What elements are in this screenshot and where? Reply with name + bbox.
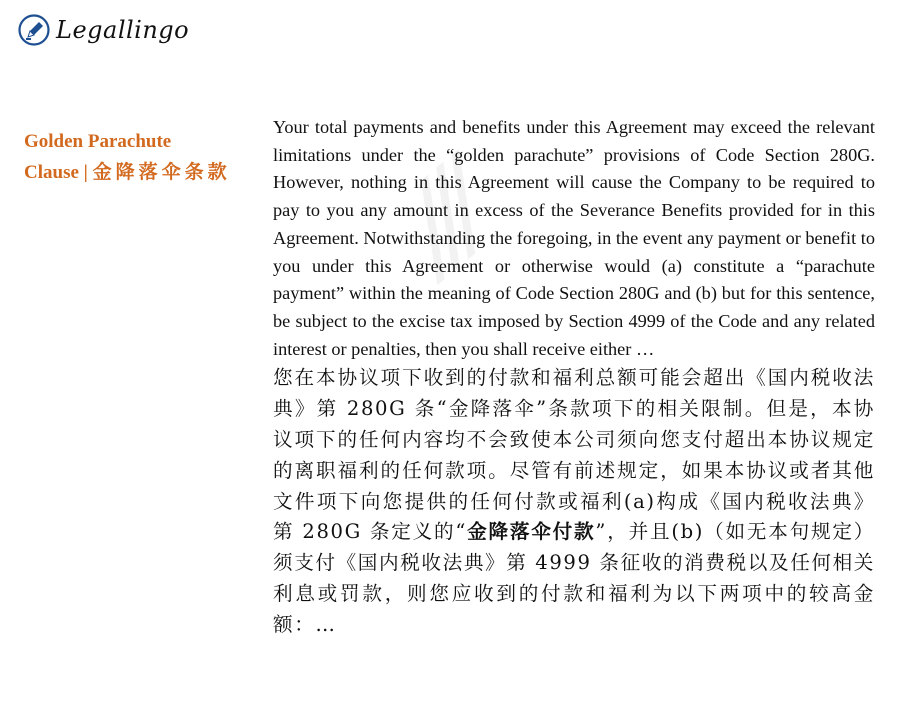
brand-name: Legallingo	[56, 16, 190, 44]
clause-title-en-suffix: Clause |	[24, 162, 88, 183]
clause-english-text: Your total payments and benefits under this Agreement may exceed the relevant limitations under the “golden parachute” provisions of Code Section 280G. However, nothing in this Agreement will cause the Company to be required to pay to you any amount in excess of the Severance Benefits provided for in this Agreement. Notwithstanding the foregoing, in the event any payment or benefit to you under this Agreement or otherwise would (a) constitute a “parachute payment” within the meaning of Code Section 280G and (b) but for this sentence, be subject to the excise tax imposed by Section 4999 of the Code and any related interest or penalties, then you shall receive either …	[273, 117, 875, 359]
clause-chinese-part2: ”，并且(b)（如无本句规定）须支付《国内税收法典》第 4999 条征收的消费税以及任何相关利息或罚款，则您应收到的付款和福利为以下两项中的较高金额：…	[273, 520, 875, 636]
clause-title	[24, 126, 244, 188]
clause-chinese-part1: 您在本协议项下收到的付款和福利总额可能会超出《国内税收法典》第 280G 条“金降落伞”条款项下的相关限制。但是，本协议项下的任何内容均不会致使本公司须向您支付超出本协议规定的离职福利的任何款项。尽管有前述规定，如果本协议或者其他文件项下向您提供的任何付款或福利(a)构成《国内税收法典》第 280G 条定义的“	[273, 366, 875, 544]
clause-title-en-line2	[24, 157, 244, 188]
clause-title-en-line1: Golden Parachute	[24, 131, 172, 152]
clause-chinese-bold-term: 金降落伞付款	[466, 520, 596, 544]
clause-title-zh: 金降落伞条款	[92, 162, 231, 183]
clause-chinese-text	[273, 363, 875, 640]
clause-body	[273, 114, 875, 641]
watermark: ⁄⁄⁄	[382, 146, 518, 293]
brand-logo[interactable]	[18, 14, 189, 46]
pen-icon	[18, 14, 50, 46]
